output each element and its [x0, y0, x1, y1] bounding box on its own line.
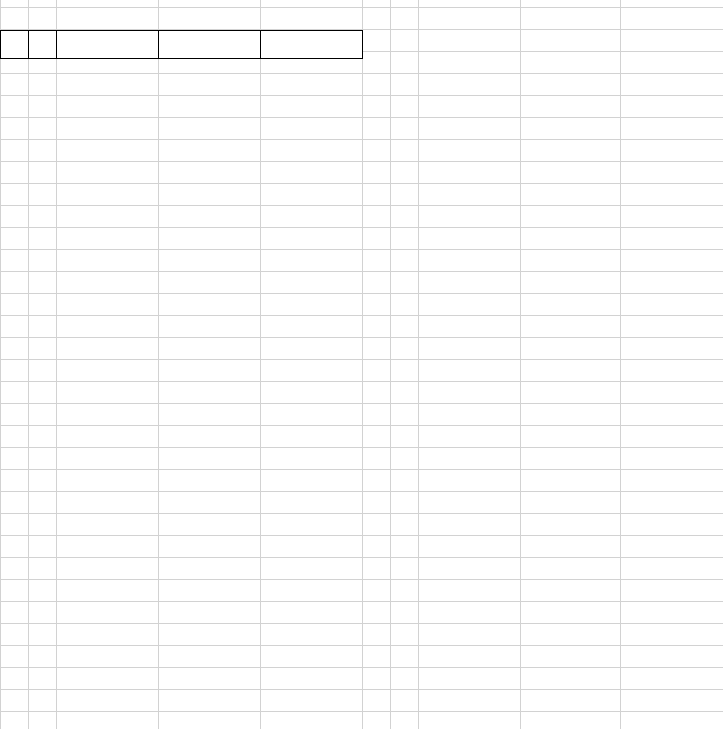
grid-column-line	[418, 0, 419, 729]
header-sire	[159, 31, 261, 59]
grid-column-line	[28, 0, 29, 729]
grid-column-line	[390, 0, 391, 729]
header-damsire	[261, 31, 363, 59]
grid-column-line	[56, 0, 57, 729]
grid-column-line	[620, 0, 621, 729]
grid-column-line	[260, 0, 261, 729]
header-name	[57, 31, 159, 59]
header-umaban	[29, 31, 57, 59]
entries-header-row	[1, 31, 363, 59]
grid-column-line	[362, 0, 363, 729]
entries-table	[0, 30, 363, 59]
header-waku	[1, 31, 29, 59]
grid-column-line	[158, 0, 159, 729]
grid-column-line	[520, 0, 521, 729]
